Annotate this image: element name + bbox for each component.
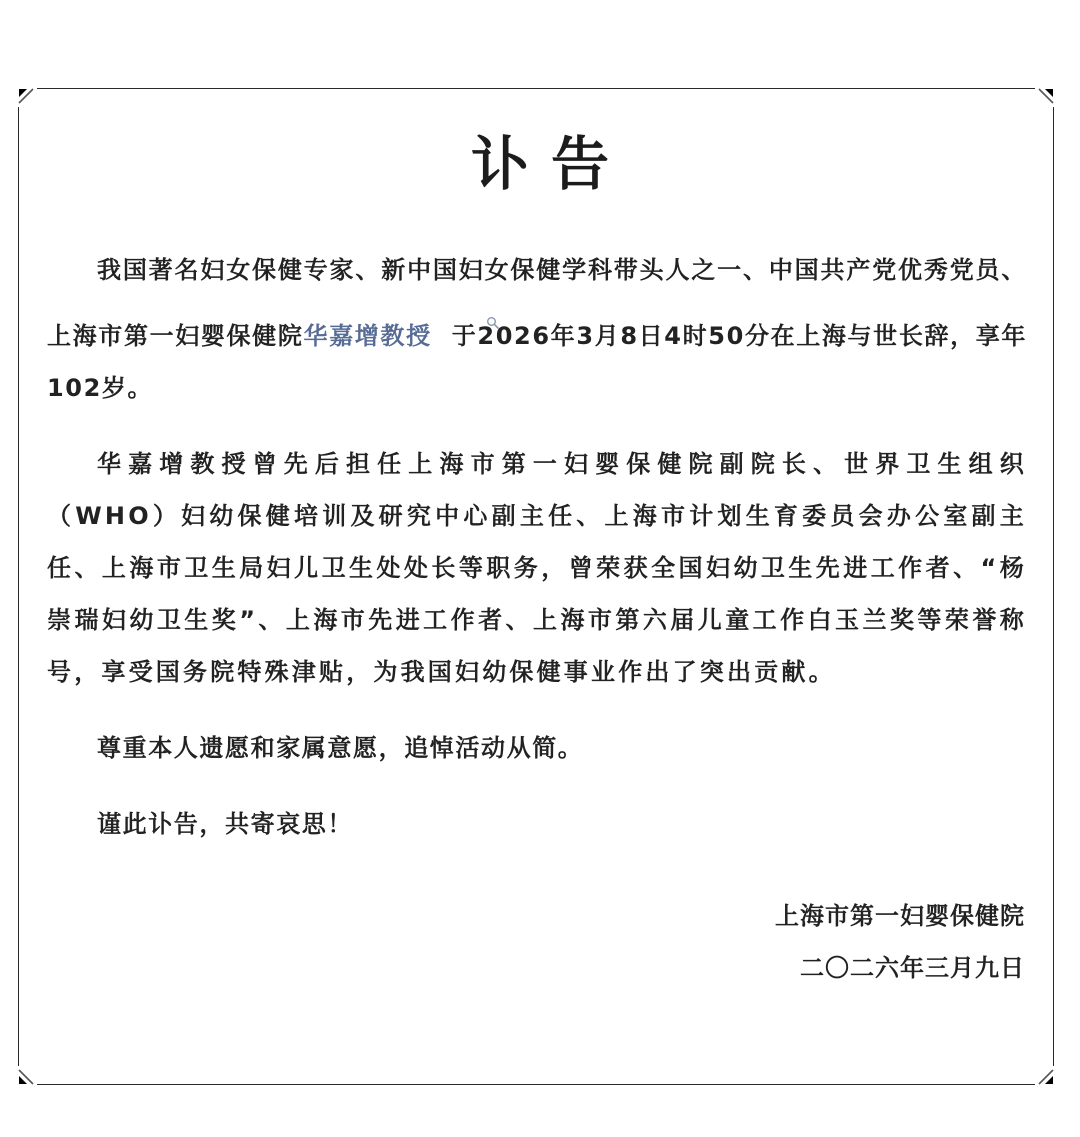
signature-date: 二〇二六年三月九日 <box>800 954 1025 982</box>
page-title: 讣告 <box>470 130 631 198</box>
search-icon[interactable] <box>436 296 450 310</box>
document-body <box>47 244 1027 850</box>
person-name-link[interactable]: 华嘉增教授 <box>303 322 432 350</box>
paragraph-funeral-arrangement: 尊重本人遗愿和家属意愿，追悼活动从简。 <box>97 734 584 762</box>
corner-ornament-top-left <box>17 87 37 107</box>
paragraph-text: 我国著名妇女保健专家、新中国妇女保健学科带头人之一、中国共产党优秀党员、上海市第一妇婴保健院 <box>47 256 1027 350</box>
paragraph-text: 于2026年3月8日4时50分在上海与世长辞，享年102岁。 <box>47 322 1028 402</box>
paragraph-announcement <box>47 244 1027 414</box>
paragraph-biography: 华嘉增教授曾先后担任上海市第一妇婴保健院副院长、世界卫生组织（WHO）妇幼保健培训及研究中心副主任、上海市计划生育委员会办公室副主任、上海市卫生局妇儿卫生处处长等职务，曾荣获全国妇幼卫生先进工作者、“杨崇瑞妇幼卫生奖”、上海市先进工作者、上海市第六届儿童工作白玉兰奖等荣誉称号，享受国务院特殊津贴，为我国妇幼保健事业作出了突出贡献。 <box>47 450 1027 686</box>
corner-ornament-bottom-left <box>17 1066 37 1086</box>
signature-organization: 上海市第一妇婴保健院 <box>775 902 1025 930</box>
signature-block <box>775 890 1025 994</box>
corner-ornament-top-right <box>1035 87 1055 107</box>
paragraph-closing: 谨此讣告，共寄哀思！ <box>97 810 353 838</box>
corner-ornament-bottom-right <box>1035 1066 1055 1086</box>
